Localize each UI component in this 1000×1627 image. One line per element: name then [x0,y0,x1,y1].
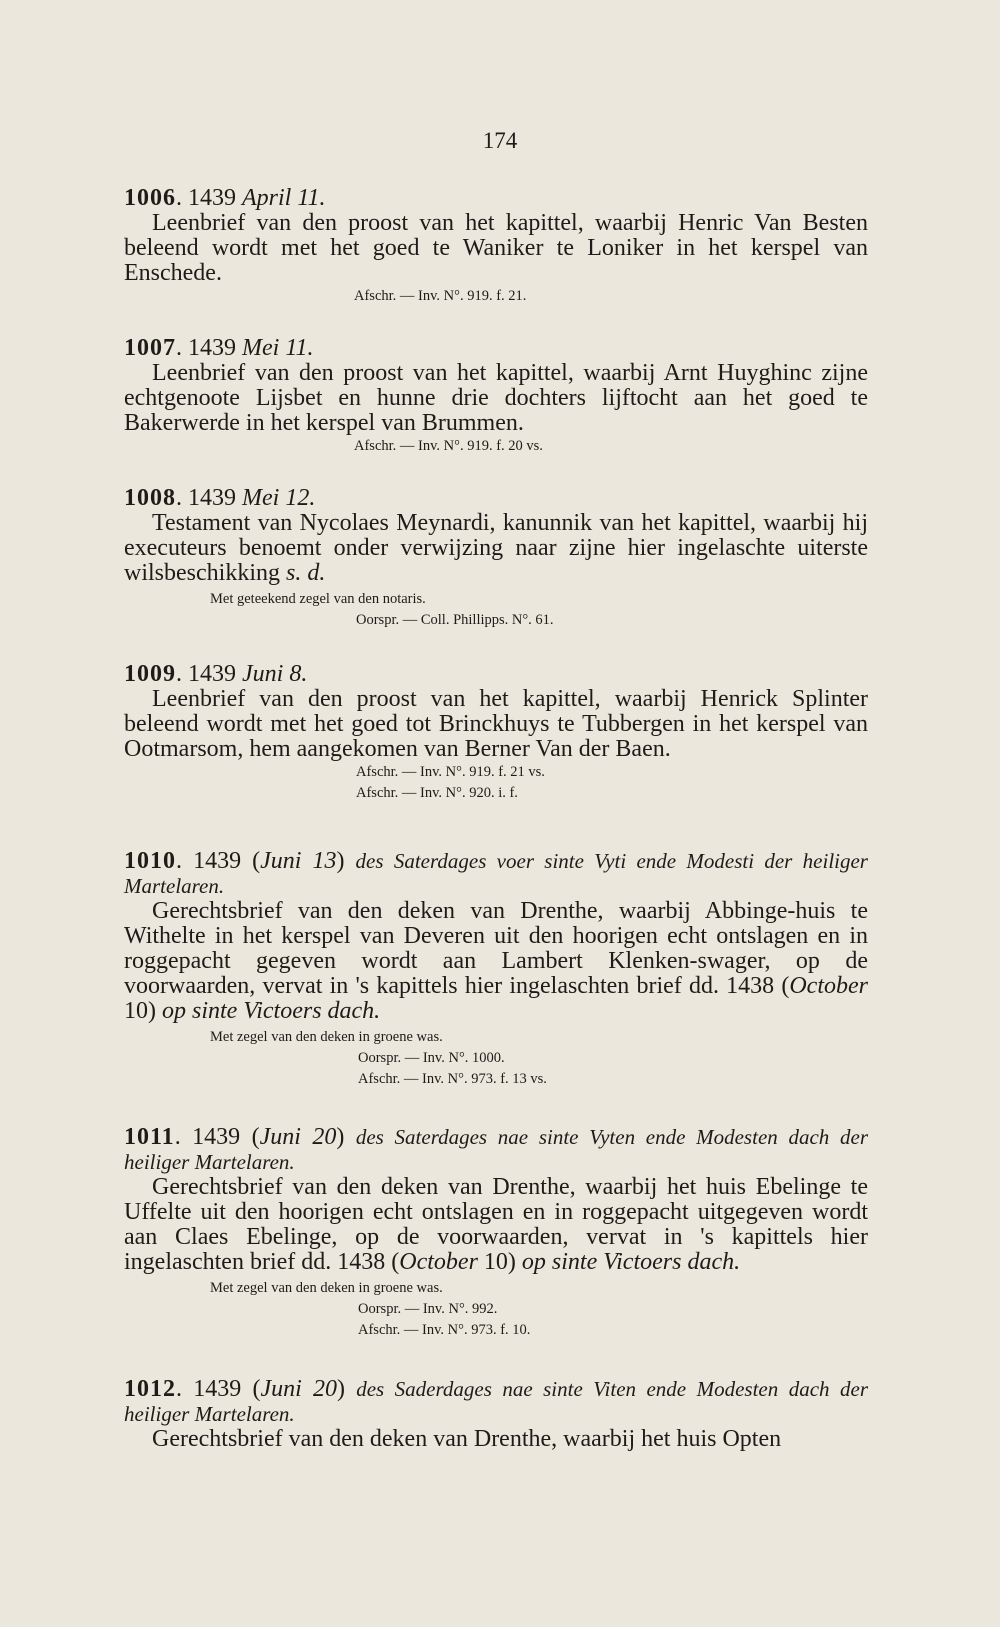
entry-date: Mei 12. [242,485,316,511]
seal-note: Met zegel van den deken in groene was. [210,1280,443,1296]
entry-body: Leenbrief van den proost van het kapittel, waarbij Henrick Splinter beleend wordt met het goed tot Brinckhuys te Tubbergen in het kerspel van Ootmarsom, hem aangekomen van Berner Van der Baen. [124,686,868,762]
entry-sources [124,286,868,307]
entry-year: 1439 [188,185,236,211]
entry-body: Gerechtsbrief van den deken van Drenthe, waarbij Abbinge-huis te Withelte in het kerspel van Deveren uit den hoorigen echt ontslagen en in roggepacht gegeven wordt aan Lambert Klenken-swager, op de voorwaarden, vervat in 's kapittels hier ingelaschten brief dd. 1438 (October 10) op sinte Victoers dach. [124,898,868,1024]
entry-number: 1007 [124,335,176,361]
entry-number: 1011 [124,1124,175,1150]
entry-heading: 1008. 1439 Mei 12. [124,485,316,511]
source-line: Oorspr. — Inv. N°. 1000. [358,1050,505,1066]
entry-heading: 1010. 1439 (Juni 13) des Saterdages voer sinte Vyti ende Modesti der heiliger Martelaren. [124,848,868,898]
entry-sources [124,762,868,804]
entry-feast-heading: des Saderdages nae sinte Viten ende Modesten dach der heiliger Martelaren. [124,1377,868,1426]
entry-year: 1439 [188,335,236,361]
entry-number: 1009 [124,661,176,687]
entry-number: 1008 [124,485,176,511]
source-line: Afschr. — Inv. N°. 920. i. f. [356,785,518,801]
entry-body-tail: s. d. [286,560,326,586]
entry-feast-heading: des Saterdages voer sinte Vyti ende Modesti der heiliger Martelaren. [124,849,868,898]
entry-body-text: Gerechtsbrief van den deken van Drenthe, waarbij het huis Ebelinge te Uffelte uit den hoorigen echt ontslagen en in roggepacht uitgegeven wordt aan Claes Ebelinge, op de voorwaarden, vervat in 's kapittels hier ingelaschten brief dd. 1438 [124,1174,868,1275]
ref-day: 10 [483,1249,508,1275]
entry-notes [124,1278,868,1299]
entry-number: 1006 [124,185,176,211]
source-line: Oorspr. — Inv. N°. 992. [358,1301,498,1317]
ref-feast: op sinte Victoers dach. [521,1249,741,1275]
entry-1009 [124,662,868,804]
page-number: 174 [482,128,518,153]
entry-1010 [124,849,868,1090]
entry-body: Gerechtsbrief van den deken van Drenthe, waarbij het huis Opten [152,1426,782,1452]
source-line: Afschr. — Inv. N°. 973. f. 13 vs. [358,1071,547,1087]
entry-year: 1439 [193,848,242,874]
ref-day: 10 [124,998,148,1024]
entry-feast-heading: des Saterdages nae sinte Vyten ende Modesten dach der heiliger Martelaren. [124,1125,868,1174]
entry-year: 1439 [192,1124,241,1150]
entry-heading: 1011. 1439 (Juni 20) des Saterdages nae sinte Vyten ende Modesten dach der heiliger Martelaren. [124,1124,868,1174]
entry-date: April 11. [242,185,326,211]
ref-feast: op sinte Victoers dach. [162,998,381,1024]
entry-sources [124,436,868,457]
entry-number: 1012 [124,1376,176,1402]
source-line: Afschr. — Inv. N°. 973. f. 10. [358,1322,531,1338]
entry-body: Leenbrief van den proost van het kapittel, waarbij Henric Van Besten beleend wordt met het goed te Waniker te Loniker in het kerspel van Enschede. [124,210,868,286]
ref-month: October [399,1249,478,1275]
entry-1008 [124,486,868,631]
seal-note: Met zegel van den deken in groene was. [210,1029,443,1045]
entry-sources [124,610,868,631]
entry-sources [124,1299,868,1341]
entry-heading: 1009. 1439 Juni 8. [124,661,308,687]
entry-notes [124,1027,868,1048]
entry-heading: 1006. 1439 April 11. [124,185,326,211]
entry-year: 1439 [193,1376,242,1402]
entry-body [124,511,868,586]
source-line: Afschr. — Inv. N°. 919. f. 20 vs. [354,438,543,454]
source-line: Oorspr. — Coll. Phillipps. N°. 61. [356,612,554,628]
entry-body-text: Testament van Nycolaes Meynardi, kanunnik van het kapittel, waarbij hij executeurs benoemt onder verwijzing naar zijne hier ingelaschte uiterste wilsbeschikking [124,510,868,586]
entry-date: Juni 8. [242,661,308,687]
ref-month: October [789,973,868,999]
entry-heading: 1012. 1439 (Juni 20) des Saderdages nae sinte Viten ende Modesten dach der heiliger Martelaren. [124,1376,868,1426]
entry-year: 1439 [188,485,236,511]
entry-date: Juni 13 [260,848,337,874]
entry-body: Leenbrief van den proost van het kapittel, waarbij Arnt Huyghinc zijne echtgenoote Lijsbet en hunne drie dochters lijftocht aan het goed te Bakerwerde in het kerspel van Brummen. [124,360,868,436]
entry-year: 1439 [188,661,236,687]
entry-1007 [124,336,868,457]
entry-body-text: Gerechtsbrief van den deken van Drenthe, waarbij Abbinge-huis te Withelte in het kerspel van Deveren uit den hoorigen echt ontslagen en in roggepacht gegeven wordt aan Lambert Klenken-swager, op de voorwaarden, vervat in 's kapittels hier ingelaschten brief dd. 1438 [124,898,868,999]
entry-date: Juni 20 [260,1376,337,1402]
entry-body: Gerechtsbrief van den deken van Drenthe, waarbij het huis Ebelinge te Uffelte uit den hoorigen echt ontslagen en in roggepacht uitgegeven wordt aan Claes Ebelinge, op de voorwaarden, vervat in 's kapittels hier ingelaschten brief dd. 1438 (October 10) op sinte Victoers dach. [124,1174,868,1275]
entry-sources [124,1048,868,1090]
entry-1006 [124,186,868,307]
entry-notes [124,589,868,610]
entry-date: Juni 20 [259,1124,337,1150]
entry-number: 1010 [124,848,176,874]
source-line: Afschr. — Inv. N°. 919. f. 21. [354,288,527,304]
source-line: Afschr. — Inv. N°. 919. f. 21 vs. [356,764,545,780]
entry-date: Mei 11. [242,335,314,361]
entry-heading: 1007. 1439 Mei 11. [124,335,314,361]
entry-1012 [124,1377,868,1452]
seal-note: Met geteekend zegel van den notaris. [210,591,426,607]
entry-1011 [124,1125,868,1341]
